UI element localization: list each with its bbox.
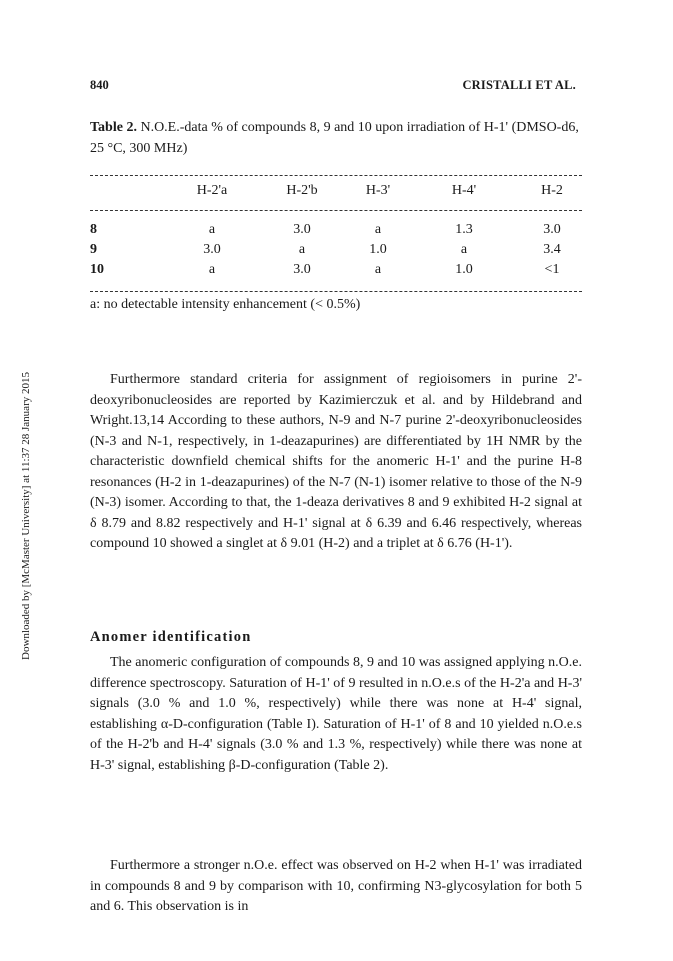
column-header: H-2'b [286,183,318,198]
column-header: H-4' [451,183,477,198]
table-cell: <1 [544,262,560,277]
table-cell: 3.0 [203,242,221,257]
table-rule-bottom [90,291,582,292]
table-caption [90,117,582,159]
row-label: 9 [90,242,97,257]
table-cell: a [208,222,216,237]
body-paragraph-2 [90,653,582,776]
table-cell: 3.4 [543,242,561,257]
download-notice [20,300,36,660]
table-cell: 3.0 [293,222,311,237]
column-header: H-2 [541,183,563,198]
column-header: H-2'a [196,183,228,198]
download-notice-text: Downloaded by [McMaster University] at 11:37 28 January 2015 [20,372,32,660]
table-cell: 1.3 [455,222,473,237]
row-label: 8 [90,222,97,237]
table-cell: 1.0 [455,262,473,277]
body-paragraph-1 [90,370,582,555]
table-cell: a [374,262,382,277]
body-paragraph-3 [90,856,582,918]
row-label: 10 [90,262,104,277]
table-cell: a [208,262,216,277]
table-rule-mid [90,210,582,211]
table-cell: 3.0 [293,262,311,277]
table-cell: 3.0 [543,222,561,237]
table-cell: a [298,242,306,257]
table-cell: 1.0 [369,242,387,257]
table-rule-top [90,175,582,176]
table-footnote: a: no detectable intensity enhancement (< 0.5%) [90,297,361,312]
table-caption-label: Table 2. [90,120,137,135]
table-caption-text: N.O.E.-data % of compounds 8, 9 and 10 upon irradiation of H-1' (DMSO-d6, 25 °C, 300 MHz) [90,120,579,156]
section-heading: Anomer identification [90,629,252,645]
paragraph-text: Furthermore a stronger n.O.e. effect was observed on H-2 when H-1' was irradiated in compounds 8 and 9 by comparison with 10, confirming N3-glycosylation for both 5 and 6. This observation is in [90,858,582,914]
paragraph-text: Furthermore standard criteria for assignment of regioisomers in purine 2'-deoxyribonucleosides are reported by Kazimierczuk et al. and by Hildebrand and Wright.13,14 According to these authors, N-9 and N-7 purine 2'-deoxyribonucleosides (N-3 and N-1, respectively, in 1-deazapurines) are differentiated by 1H NMR by the characteristic downfield chemical shifts for the anomeric H-1' and the purine H-8 resonances (H-2 in 1-deazapurines) of the N-7 (N-1) isomer relative to those of the N-9 (N-3) isomer. According to that, the 1-deaza derivatives 8 and 9 exhibited H-2 signal at δ 8.79 and 8.82 respectively and H-1' signal at δ 6.39 and 6.46 respectively, whereas compound 10 showed a singlet at δ 9.01 (H-2) and a triplet at δ 6.76 (H-1'). [90,372,582,551]
column-header: H-3' [365,183,391,198]
page-number: 840 [90,78,109,92]
table-cell: a [374,222,382,237]
table-cell: a [460,242,468,257]
paragraph-text: The anomeric configuration of compounds 8, 9 and 10 was assigned applying n.O.e. difference spectroscopy. Saturation of H-1' of 9 resulted in n.O.e.s of the H-2'a and H-3' signals (3.0 % and 1.0 %, respectively) while there was none at H-4' signal, establishing α-D-configuration (Table I). Saturation of H-1' of 8 and 10 yielded n.O.e.s of the H-2'b and H-4' signals (3.0 % and 1.3 %, respectively) while there was none at H-3' signal, establishing β-D-configuration (Table 2). [90,655,583,773]
running-head: CRISTALLI ET AL. [462,78,576,92]
